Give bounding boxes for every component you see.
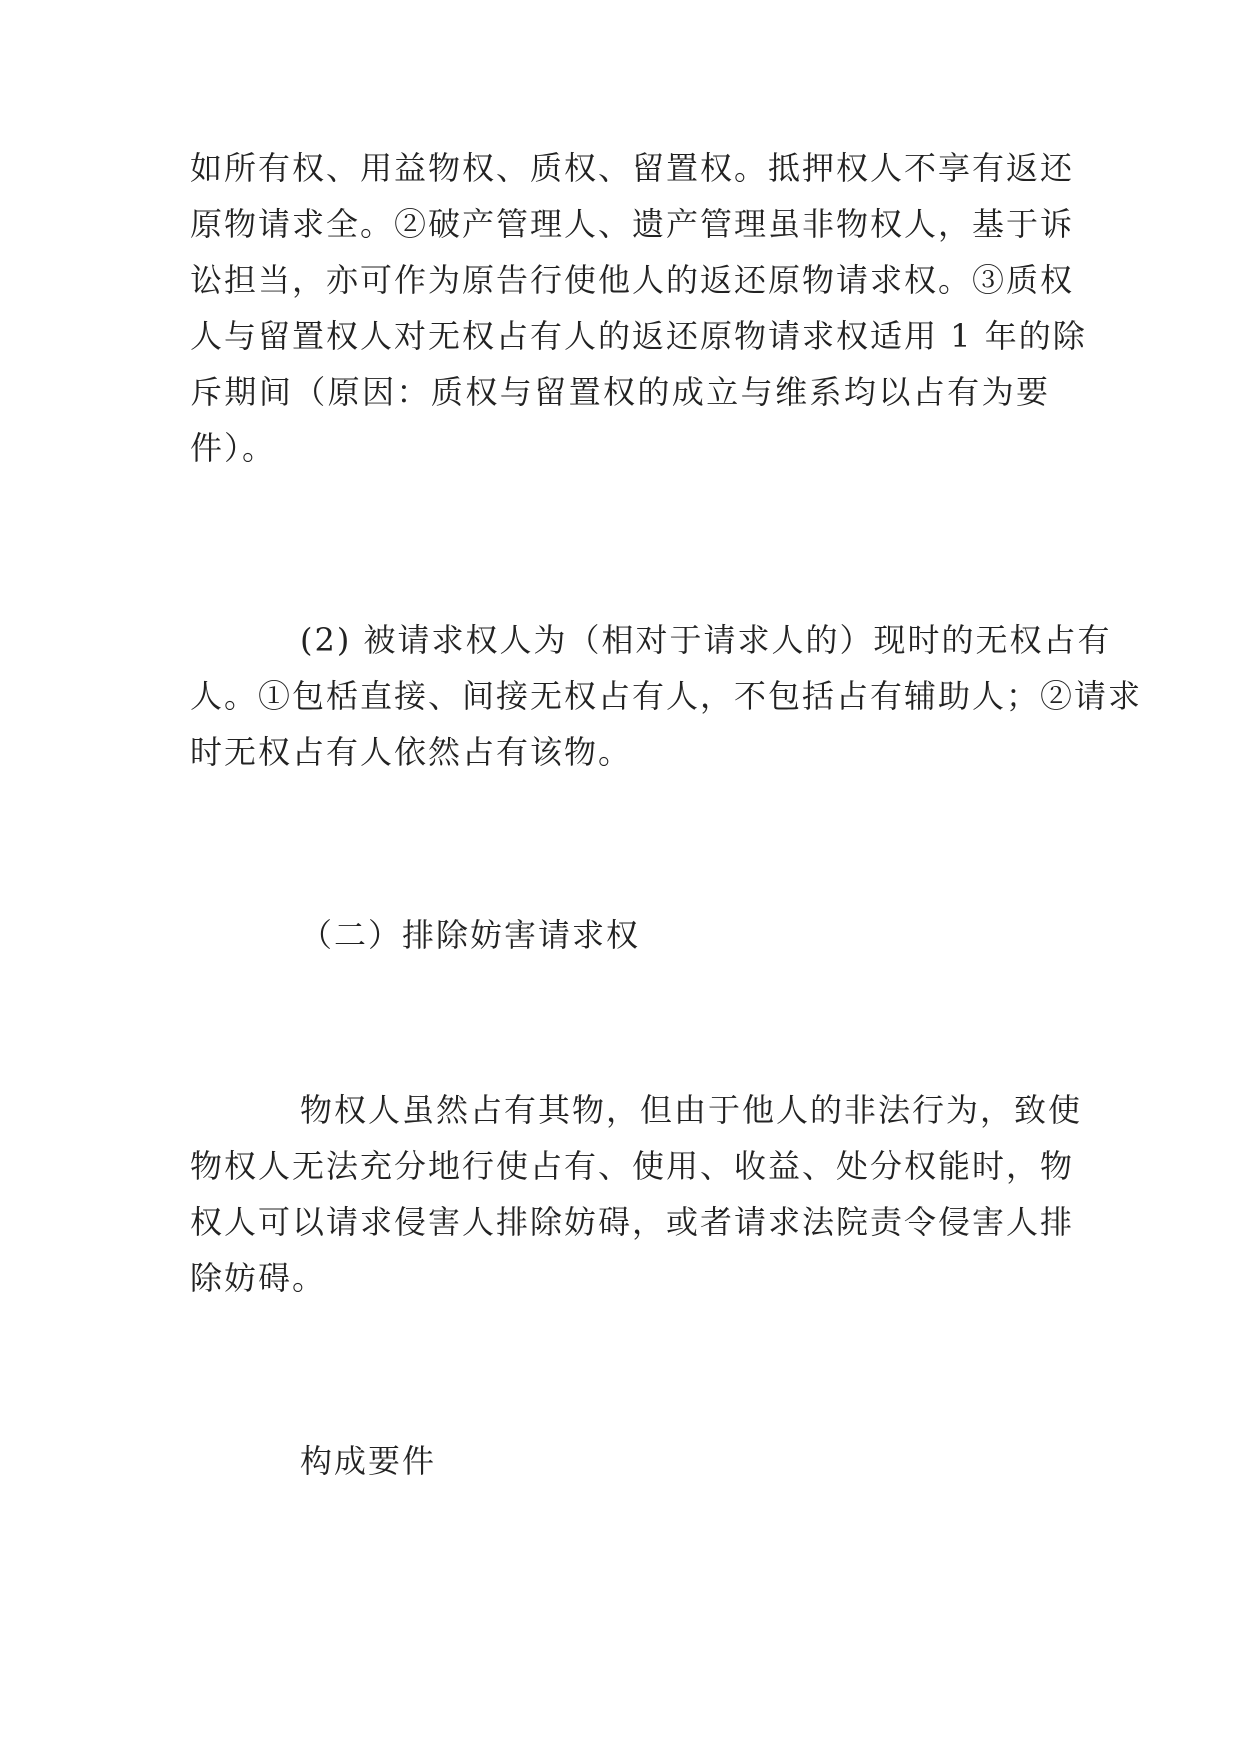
paragraph-line: 人与留置权人对无权占有人的返还原物请求权适用 1 年的除 — [190, 317, 1087, 355]
section-heading: （二）排除妨害请求权 — [300, 916, 641, 954]
paragraph-line: 权人可以请求侵害人排除妨碍，或者请求法院责令侵害人排 — [190, 1203, 1075, 1241]
paragraph-line: 物权人虽然占有其物，但由于他人的非法行为，致使 — [300, 1091, 1083, 1129]
paragraph-line: 讼担当，亦可作为原告行使他人的返还原物请求权。③质权 — [190, 261, 1075, 299]
paragraph-line: (2) 被请求权人为（相对于请求人的）现时的无权占有 — [300, 621, 1112, 659]
paragraph-line: 如所有权、用益物权、质权、留置权。抵押权人不享有返还 — [190, 149, 1075, 187]
paragraph-line: 人。①包栝直接、间接无权占有人，不包括占有辅助人；②请求 — [190, 677, 1143, 715]
paragraph-line: 物权人无法充分地行使占有、使用、收益、处分权能时，物 — [190, 1147, 1075, 1185]
paragraph-line: 件）。 — [190, 429, 277, 467]
paragraph-line: 时无权占有人依然占有该物。 — [190, 733, 633, 771]
paragraph-line: 除妨碍。 — [190, 1259, 327, 1297]
paragraph-line: 斥期间（原因：质权与留置权的成立与维系均以占有为要 — [190, 373, 1050, 411]
subsection-heading: 构成要件 — [300, 1442, 437, 1480]
paragraph-line: 原物请求全。②破产管理人、遗产管理虽非物权人，基于诉 — [190, 205, 1075, 243]
